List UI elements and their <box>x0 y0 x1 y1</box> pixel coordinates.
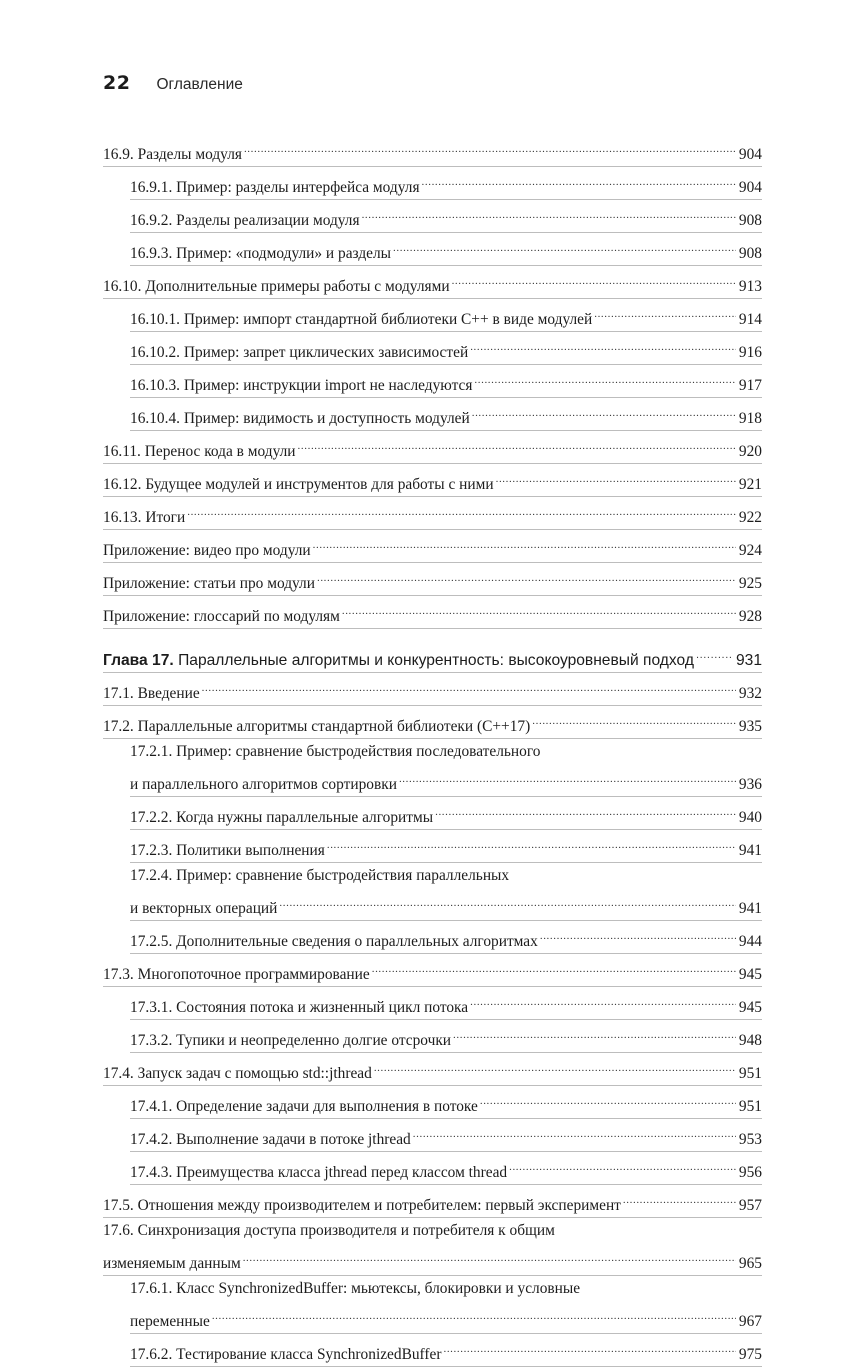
toc-entry-line <box>130 233 762 266</box>
page-ref: 975 <box>738 1346 762 1363</box>
toc-entry[interactable] <box>103 431 762 464</box>
toc-entry-title-line: 17.6.1. Класс SynchronizedBuffer: мьютексы, блокировки и условные <box>130 1280 581 1297</box>
toc-entry-title: Приложение: глоссарий по модулям <box>103 608 340 625</box>
page-ref: 914 <box>738 311 762 328</box>
toc-entry[interactable] <box>103 167 762 200</box>
toc-entry-line <box>130 1334 762 1367</box>
dot-leader <box>540 921 736 946</box>
dot-leader <box>435 797 736 822</box>
toc-entry-title: 17.2.5. Дополнительные сведения о параллельных алгоритмах <box>130 933 538 950</box>
toc-entry[interactable] <box>103 830 762 863</box>
dot-leader <box>202 673 736 698</box>
page-ref: 904 <box>738 179 762 196</box>
toc-entry-line <box>103 673 762 706</box>
toc-entry[interactable] <box>103 1334 762 1367</box>
toc-entry[interactable] <box>103 266 762 299</box>
row-divider <box>103 628 762 629</box>
toc-entry[interactable] <box>103 596 762 629</box>
toc-entry[interactable] <box>103 987 762 1020</box>
dot-leader <box>532 706 736 731</box>
dot-leader <box>470 332 736 357</box>
toc-entry[interactable] <box>103 673 762 706</box>
toc-entry-line <box>130 764 762 797</box>
toc-chapter-entry[interactable] <box>103 640 762 673</box>
dot-leader <box>279 888 736 913</box>
toc-entry-title-line: 17.2.4. Пример: сравнение быстродействия параллельных <box>130 867 510 884</box>
page-ref: 953 <box>738 1131 762 1148</box>
toc-entry-title: и параллельного алгоритмов сортировки <box>130 776 397 793</box>
toc-entry-title: 16.9.2. Разделы реализации модуля <box>130 212 360 229</box>
dot-leader <box>342 596 736 621</box>
page-ref: 908 <box>738 212 762 229</box>
toc-entry-title: 16.9.1. Пример: разделы интерфейса модуля <box>130 179 420 196</box>
page-ref: 925 <box>738 575 762 592</box>
toc-entry-title: 16.10.2. Пример: запрет циклических зависимостей <box>130 344 469 361</box>
chapter-label: Глава 17. <box>103 652 174 669</box>
toc-entry-line <box>103 1185 762 1218</box>
toc-entry-title: 17.2.2. Когда нужны параллельные алгоритмы <box>130 809 434 826</box>
page-ref: 918 <box>738 410 762 427</box>
toc-entry-line <box>130 1152 762 1185</box>
toc-entry-line <box>103 1243 762 1276</box>
toc-entry-line <box>130 888 762 921</box>
page-ref: 921 <box>738 476 762 493</box>
toc-entry[interactable] <box>103 1053 762 1086</box>
toc-entry-line <box>130 1119 762 1152</box>
toc-entry[interactable] <box>103 1218 762 1276</box>
page-ref: 913 <box>738 278 762 295</box>
toc-entry-line <box>103 563 762 596</box>
toc-entry-title: 16.12. Будущее модулей и инструментов для работы с ними <box>103 476 494 493</box>
toc-entry[interactable] <box>103 200 762 233</box>
toc-entry-line <box>130 398 762 431</box>
page-ref: 932 <box>738 685 762 702</box>
toc-entry-line <box>130 299 762 332</box>
toc-entry-line <box>130 1020 762 1053</box>
dot-leader <box>470 987 736 1012</box>
toc-entry-title: изменяемым данным <box>103 1255 241 1272</box>
page-ref: 936 <box>738 776 762 793</box>
page-ref: 941 <box>738 842 762 859</box>
toc-entry[interactable] <box>103 1185 762 1218</box>
dot-leader <box>594 299 736 324</box>
dot-leader <box>496 464 736 489</box>
toc-entry-line <box>103 706 762 739</box>
dot-leader <box>509 1152 736 1177</box>
dot-leader <box>327 830 736 855</box>
running-title: Оглавление <box>156 76 243 93</box>
page-ref: 920 <box>738 443 762 460</box>
toc-entry-title: 17.6.2. Тестирование класса SynchronizedBuffer <box>130 1346 442 1363</box>
toc-entry[interactable] <box>103 1119 762 1152</box>
toc-entry-title: 17.3.2. Тупики и неопределенно долгие отсрочки <box>130 1032 452 1049</box>
toc-entry[interactable] <box>103 497 762 530</box>
toc-entry-title: 17.4.3. Преимущества класса jthread перед классом thread <box>130 1164 508 1181</box>
toc-entry[interactable] <box>103 134 762 167</box>
page-ref: 928 <box>738 608 762 625</box>
toc-entry-title: 16.10.1. Пример: импорт стандартной библиотеки C++ в виде модулей <box>130 311 593 328</box>
toc-entry[interactable] <box>103 365 762 398</box>
toc-entry[interactable] <box>103 1020 762 1053</box>
toc-entry-title: 17.2. Параллельные алгоритмы стандартной библиотеки (C++17) <box>103 718 531 735</box>
dot-leader <box>362 200 736 225</box>
toc-entry-title-line: 17.6. Синхронизация доступа производителя и потребителя к общим <box>103 1222 555 1239</box>
toc-entry-title: 17.4.1. Определение задачи для выполнения в потоке <box>130 1098 478 1115</box>
dot-leader <box>443 1334 735 1359</box>
toc-entry-title: 16.9.3. Пример: «подмодули» и разделы <box>130 245 392 262</box>
page-ref: 941 <box>738 900 762 917</box>
toc-entry[interactable] <box>103 464 762 497</box>
toc-entry-title: 17.2.3. Политики выполнения <box>130 842 325 859</box>
toc-entry-title: 17.5. Отношения между производителем и потребителем: первый эксперимент <box>103 1197 621 1214</box>
toc-entry-line <box>130 1301 762 1334</box>
page-number: 22 <box>103 72 131 94</box>
toc-entry-line <box>103 431 762 464</box>
toc-entry[interactable] <box>103 739 762 797</box>
page-ref: 924 <box>738 542 762 559</box>
page-ref: 967 <box>738 1313 762 1330</box>
toc-entry-title: 16.11. Перенос кода в модули <box>103 443 296 460</box>
toc-entry-title: 16.10.3. Пример: инструкции import не наследуются <box>130 377 473 394</box>
toc-entry[interactable] <box>103 398 762 431</box>
dot-leader <box>422 167 736 192</box>
dot-leader <box>317 563 736 588</box>
dot-leader <box>187 497 736 522</box>
dot-leader <box>244 134 736 159</box>
toc-entry[interactable] <box>103 299 762 332</box>
toc-entry-title: 17.3. Многопоточное программирование <box>103 966 370 983</box>
dot-leader <box>623 1185 736 1210</box>
toc-entry-line <box>103 640 762 673</box>
dot-leader <box>243 1243 736 1268</box>
toc-entry[interactable] <box>103 706 762 739</box>
page-ref: 945 <box>738 999 762 1016</box>
dot-leader <box>453 1020 736 1045</box>
toc-entry-title: и векторных операций <box>130 900 278 917</box>
toc-entry[interactable] <box>103 563 762 596</box>
toc-entry-title: переменные <box>130 1313 210 1330</box>
toc-entry-line <box>130 332 762 365</box>
toc-entry-title: 16.13. Итоги <box>103 509 186 526</box>
toc-entry-line <box>130 921 762 954</box>
page-ref: 931 <box>735 652 762 669</box>
table-of-contents <box>103 134 762 1367</box>
toc-entry-line <box>103 497 762 530</box>
page-ref: 948 <box>738 1032 762 1049</box>
toc-entry-title: 17.3.1. Состояния потока и жизненный цикл потока <box>130 999 469 1016</box>
toc-entry[interactable] <box>103 1086 762 1119</box>
toc-entry-title: 17.4. Запуск задач с помощью std::jthread <box>103 1065 372 1082</box>
page-ref: 940 <box>738 809 762 826</box>
page-ref: 908 <box>738 245 762 262</box>
dot-leader <box>298 431 736 456</box>
toc-entry-title: Параллельные алгоритмы и конкурентность: высокоуровневый подход <box>178 652 694 669</box>
toc-entry-title: 17.1. Введение <box>103 685 200 702</box>
toc-entry-line <box>130 1086 762 1119</box>
toc-entry-line <box>130 830 762 863</box>
toc-entry[interactable] <box>103 797 762 830</box>
toc-entry-line <box>130 200 762 233</box>
toc-entry-title: Приложение: статьи про модули <box>103 575 315 592</box>
toc-entry-line <box>103 464 762 497</box>
toc-entry[interactable] <box>103 233 762 266</box>
toc-entry[interactable] <box>103 954 762 987</box>
page-ref: 945 <box>738 966 762 983</box>
page-ref: 916 <box>738 344 762 361</box>
toc-entry-line <box>103 1053 762 1086</box>
page-ref: 956 <box>738 1164 762 1181</box>
dot-leader <box>474 365 736 390</box>
toc-entry-line <box>130 167 762 200</box>
dot-leader <box>393 233 736 258</box>
toc-entry-line <box>103 266 762 299</box>
toc-entry-title: Приложение: видео про модули <box>103 542 311 559</box>
toc-entry-line <box>130 365 762 398</box>
dot-leader <box>413 1119 736 1144</box>
dot-leader <box>452 266 736 291</box>
toc-entry-line <box>103 530 762 563</box>
toc-entry-line <box>130 987 762 1020</box>
page-ref: 957 <box>738 1197 762 1214</box>
toc-entry-title: 16.10. Дополнительные примеры работы с модулями <box>103 278 450 295</box>
page-ref: 951 <box>738 1065 762 1082</box>
page-ref: 935 <box>738 718 762 735</box>
page-ref: 951 <box>738 1098 762 1115</box>
toc-entry-title: 16.10.4. Пример: видимость и доступность модулей <box>130 410 470 427</box>
dot-leader <box>212 1301 736 1326</box>
dot-leader <box>696 640 733 665</box>
toc-entry-title: 17.4.2. Выполнение задачи в потоке jthread <box>130 1131 411 1148</box>
toc-entry[interactable] <box>103 921 762 954</box>
dot-leader <box>372 954 736 979</box>
toc-entry[interactable] <box>103 332 762 365</box>
page-ref: 904 <box>738 146 762 163</box>
dot-leader <box>472 398 736 423</box>
dot-leader <box>399 764 736 789</box>
dot-leader <box>374 1053 736 1078</box>
page-ref: 922 <box>738 509 762 526</box>
toc-entry-title-line: 17.2.1. Пример: сравнение быстродействия последовательного <box>130 743 541 760</box>
toc-entry-title: 16.9. Разделы модуля <box>103 146 242 163</box>
page-ref: 965 <box>738 1255 762 1272</box>
dot-leader <box>313 530 736 555</box>
toc-entry[interactable] <box>103 530 762 563</box>
toc-entry-line <box>103 134 762 167</box>
page-ref: 944 <box>738 933 762 950</box>
toc-entry-line <box>130 797 762 830</box>
page-ref: 917 <box>738 377 762 394</box>
toc-entry[interactable] <box>103 863 762 921</box>
toc-entry[interactable] <box>103 1276 762 1334</box>
toc-entry-line <box>103 596 762 629</box>
page-header <box>103 72 243 102</box>
toc-entry-line <box>103 954 762 987</box>
toc-entry[interactable] <box>103 1152 762 1185</box>
dot-leader <box>480 1086 736 1111</box>
